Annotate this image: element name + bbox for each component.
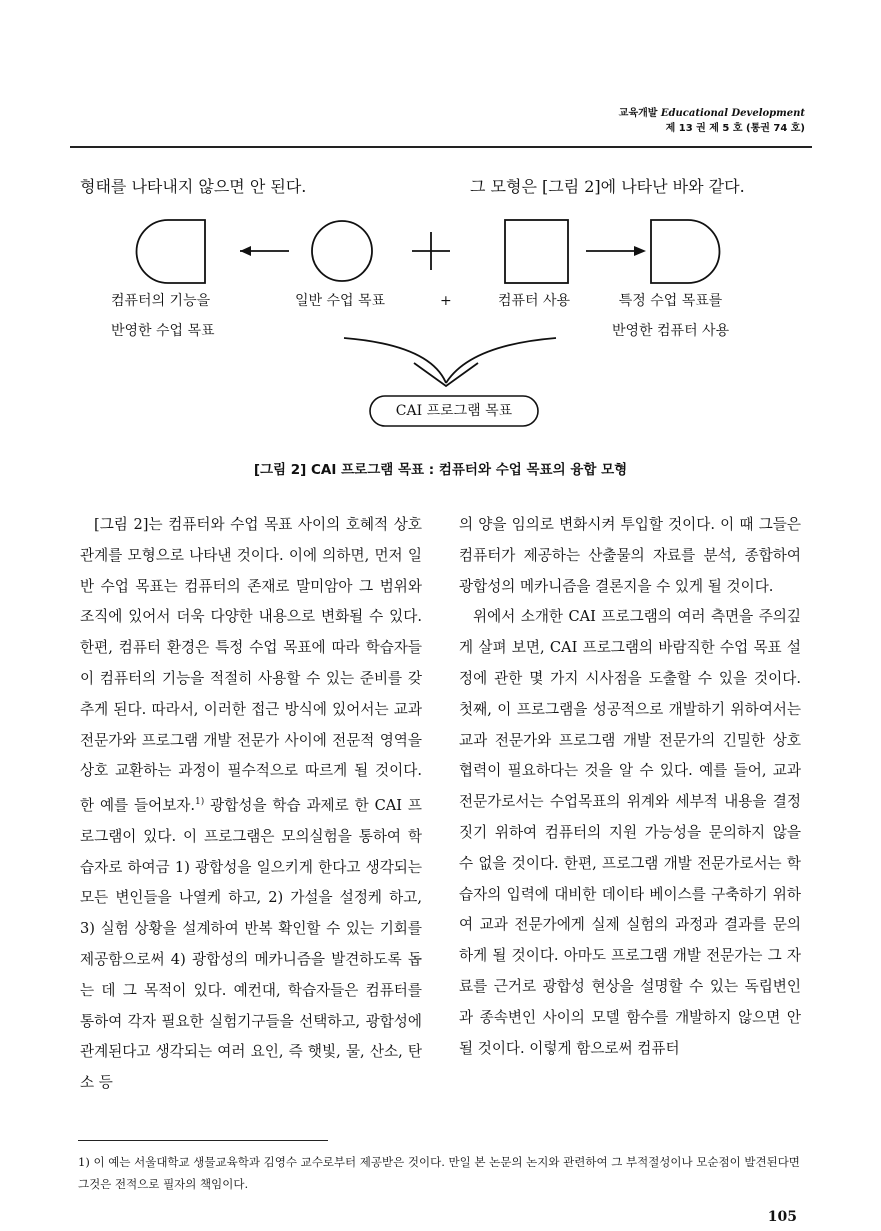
label-computer-use: 컴퓨터 사용 [498,293,571,309]
lead-right-text: 그 모형은 [그림 2]에 나타난 바와 같다. [470,177,745,196]
label-general-goal: 일반 수업 목표 [295,293,386,309]
figure-caption: [그림 2] CAI 프로그램 목표 : 컴퓨터와 수업 목표의 융합 모형 [253,462,628,478]
paragraph [80,510,422,1099]
square-computer-use [505,220,568,283]
label-plus: + [440,293,452,309]
footnote-divider [78,1140,328,1141]
curve-right [446,338,556,383]
d-shape-computer-goal [137,220,205,283]
journal-title-kr: 교육개발 [618,108,658,119]
label-specific-use [612,286,729,346]
label-computer-function-goal-line2: 반영한 수업 목표 [111,323,215,339]
result-label: CAI 프로그램 목표 [395,403,513,419]
arrow-left-head [240,246,251,256]
arrow-right-head [634,246,646,256]
label-specific-use-line1: 특정 수업 목표를 [618,293,723,309]
journal-title-en: Educational Development [660,108,805,119]
footnote: 1) 이 예는 서울대학교 생물교육학과 김영수 교수로부터 제공받은 것이다. 만일 본 논문의 논지와 관련하여 그 부적절성이나 모순점이 발견된다면 그것은 전적으로 필자의 책임이다. [78,1155,800,1191]
paragraph-text: [그림 2]는 컴퓨터와 수업 목표 사이의 호혜적 상호관계를 모형으로 나타낸 것이다. 이에 의하면, 먼저 일반 수업 목표는 컴퓨터의 존재로 말미암아 그 범위와 조직에 있어서 더욱 다양한 내용으로 변화될 수 있다. 한편, 컴퓨터 환경은 특정 수업 목표에 따라 학습자들이 컴퓨터의 기능을 적절히 사용할 수 있는 준비를 갖추게 된다. 따라서, 이러한 접근 방식에 있어서는 교과 전문가와 프로그램 개발 전문가 사이에 전문적 영역을 상호 교환하는 과정이 필수적으로 따르게 될 것이다. 한 예를 들어보자. [80,516,422,815]
curve-left [344,338,446,383]
body-right-column [459,510,801,1064]
paragraph-text-cont: 광합성을 학습 과제로 한 CAI 프로그램이 있다. 이 프로그램은 모의실험을 통하여 학습자로 하여금 1) 광합성을 일으키게 한다고 생각되는 모든 변인들을 나열케 하고, 2) 가설을 설정케 하고, 3) 실험 상황을 설계하여 반복 확인할 수 있는 기회를 제공함으로써 4) 광합성의 메카니즘을 발견하도록 돕는 데 그 목적이 있다. 예컨대, 학습자들은 컴퓨터를 통하여 각자 필요한 실험기구들을 선택하고, 광합성에 관계된다고 생각되는 여러 요인, 즉 햇빛, 물, 산소, 탄소 등 [80,797,422,1092]
paragraph: 위에서 소개한 CAI 프로그램의 여러 측면을 주의깊게 살펴 보면, CAI 프로그램의 바람직한 수업 목표 설정에 관한 몇 가지 시사점을 도출할 수 있을 것이다. 첫째, 이 프로그램을 성공적으로 개발하기 위하여서는 교과 전문가와 프로그램 개발 전문가의 긴밀한 상호 협력이 필요하다는 것을 알 수 있다. 예를 들어, 교과 전문가로서는 수업목표의 위계와 세부적 내용을 결정짓기 위하여 컴퓨터의 지원 가능성을 문의하지 않을 수 없을 것이다. 한편, 프로그램 개발 전문가로서는 학습자의 입력에 대비한 데이타 베이스를 구축하기 위하여 교과 전문가에게 실제 실험의 과정과 결과를 문의하게 될 것이다. 아마도 프로그램 개발 전문가는 그 자료를 근거로 광합성 현상을 설명할 수 있는 독립변인과 종속변인 사이의 모델 함수를 개발하지 않으면 안 될 것이다. 이렇게 함으로써 컴퓨터 [459,608,801,1057]
label-computer-function-goal [111,286,215,346]
footnote-ref: 1) [195,797,205,808]
issue-info: 제 13 권 제 5 호 (통권 74 호) [665,123,805,134]
label-specific-use-line2: 반영한 컴퓨터 사용 [612,323,730,339]
body-left-column [80,510,422,1099]
page-number: 105 [767,1209,797,1225]
circle-general-goal [312,221,372,281]
label-computer-function-goal-line1: 컴퓨터의 기능을 [111,293,211,309]
d-shape-specific-use [651,220,719,283]
lead-left-text: 형태를 나타내지 않으면 안 된다. [80,177,307,196]
fusion-model-diagram [0,0,881,450]
paragraph: 의 양을 임의로 변화시켜 투입할 것이다. 이 때 그들은 컴퓨터가 제공하는 산출물의 자료를 분석, 종합하여 광합성의 메카니즘을 결론지을 수 있게 될 것이다. [459,516,801,595]
